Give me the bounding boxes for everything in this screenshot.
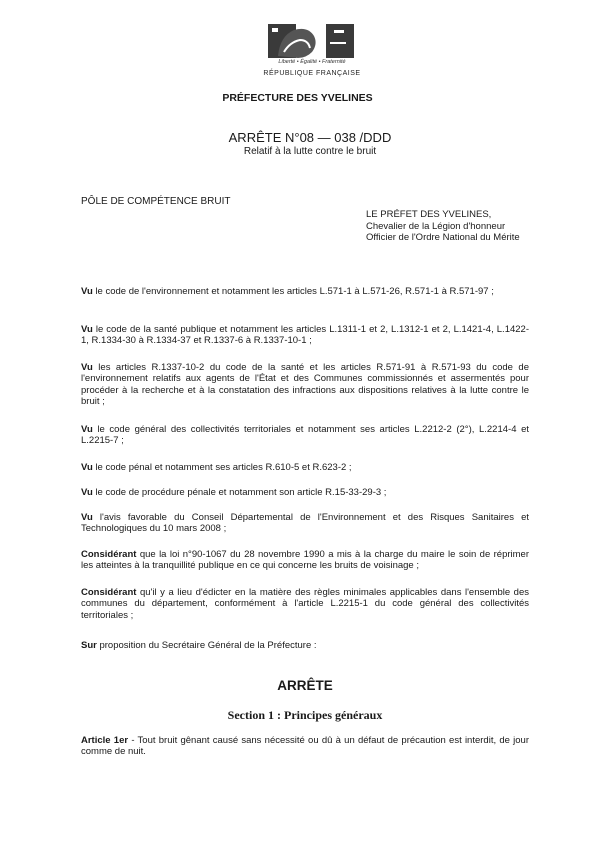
article-paragraph [81,735,529,758]
visa-text: l'avis favorable du Conseil Départemental de l'Environnement et des Risques Sanitaires et Technologiques du 10 mars 2008 ; [81,512,529,535]
considerant-text: qu'il y a lieu d'édicter en la matière des règles minimales applicables dans l'ensemble des communes du département, conformément à l'article L.2215-1 du code général des collectivités territoriales ; [81,587,529,621]
visa-lead: Vu [81,286,93,297]
considerant-paragraph [81,587,529,621]
visa-paragraph [81,286,529,297]
arrete-number: ARRÊTE N°08 — 038 /DDD [228,130,392,145]
visa-lead: Vu [81,424,93,435]
considerant-lead: Considérant [81,549,137,560]
visa-lead: Vu [81,512,93,523]
logo-motto: Liberté • Égalité • Fraternité [278,59,346,65]
article-lead: Article 1er [81,735,129,746]
visa-paragraph [81,487,529,498]
considerant-text: que la loi n°90-1067 du 28 novembre 1990 a mis à la charge du maire le soin de réprimer les atteintes à la tranquillité publique en ce qui concerne les bruits de voisinage ; [81,549,529,572]
visa-paragraph [81,424,529,447]
section-heading: Section 1 : Principes généraux [227,708,383,722]
arrete-subtitle: Relatif à la lutte contre le bruit [243,146,377,157]
visa-lead: Vu [81,462,93,473]
visa-paragraph [81,462,529,473]
visa-text: le code général des collectivités territoriales et notamment ses articles L.2212-2 (2°), L.2214-4 et L.2215-7 ; [81,424,529,447]
visa-lead: Vu [81,487,93,498]
considerant-lead: Considérant [81,587,137,598]
prefet-line: Officier de l'Ordre National du Mérite [366,232,520,243]
logo-republic: RÉPUBLIQUE FRANÇAISE [263,70,361,77]
pole-heading: PÔLE DE COMPÉTENCE BRUIT [81,196,231,207]
visa-text: le code de procédure pénale et notamment son article R.15-33-29-3 ; [92,487,387,498]
prefecture-heading: PRÉFECTURE DES YVELINES [222,92,373,104]
visa-lead: Vu [81,362,93,373]
proposition-paragraph [81,640,529,651]
arrete-heading: ARRÊTE [277,678,333,693]
visa-paragraph [81,324,529,347]
visa-paragraph [81,362,529,407]
visa-paragraph [81,512,529,535]
visa-lead: Vu [81,324,93,335]
visa-text: le code de la santé publique et notamment les articles L.1311-1 et 2, L.1312-1 et 2, L.1421-4, L.1422-1, R.1334-30 à R.1334-37 et R.1337-6 à R.1337-10-1 ; [81,324,529,347]
considerant-paragraph [81,549,529,572]
prefet-block [366,209,520,244]
prefet-line: Chevalier de la Légion d'honneur [366,220,506,232]
visa-text: le code pénal et notamment ses articles R.610-5 et R.623-2 ; [92,462,352,473]
proposition-text: proposition du Secrétaire Général de la Préfecture : [96,640,317,651]
prefet-line: LE PRÉFET DES YVELINES, [366,209,492,220]
article-text: - Tout bruit gênant causé sans nécessité ou dû à un défaut de précaution est interdit, de jour comme de nuit. [81,735,529,758]
visa-text: les articles R.1337-10-2 du code de la santé et les articles R.571-91 à R.571-93 du code de l'environnement relatifs aux agents de l'État et des Communes commissionnés et assermentés pour procéder à la recherche et à la constatation des infractions aux dispositions relatives à la lutte contre le bruit ; [81,362,529,407]
proposition-lead: Sur [81,640,97,651]
visa-text: le code de l'environnement et notamment les articles L.571-1 à L.571-26, R.571-1 à R.571-97 ; [92,286,494,297]
